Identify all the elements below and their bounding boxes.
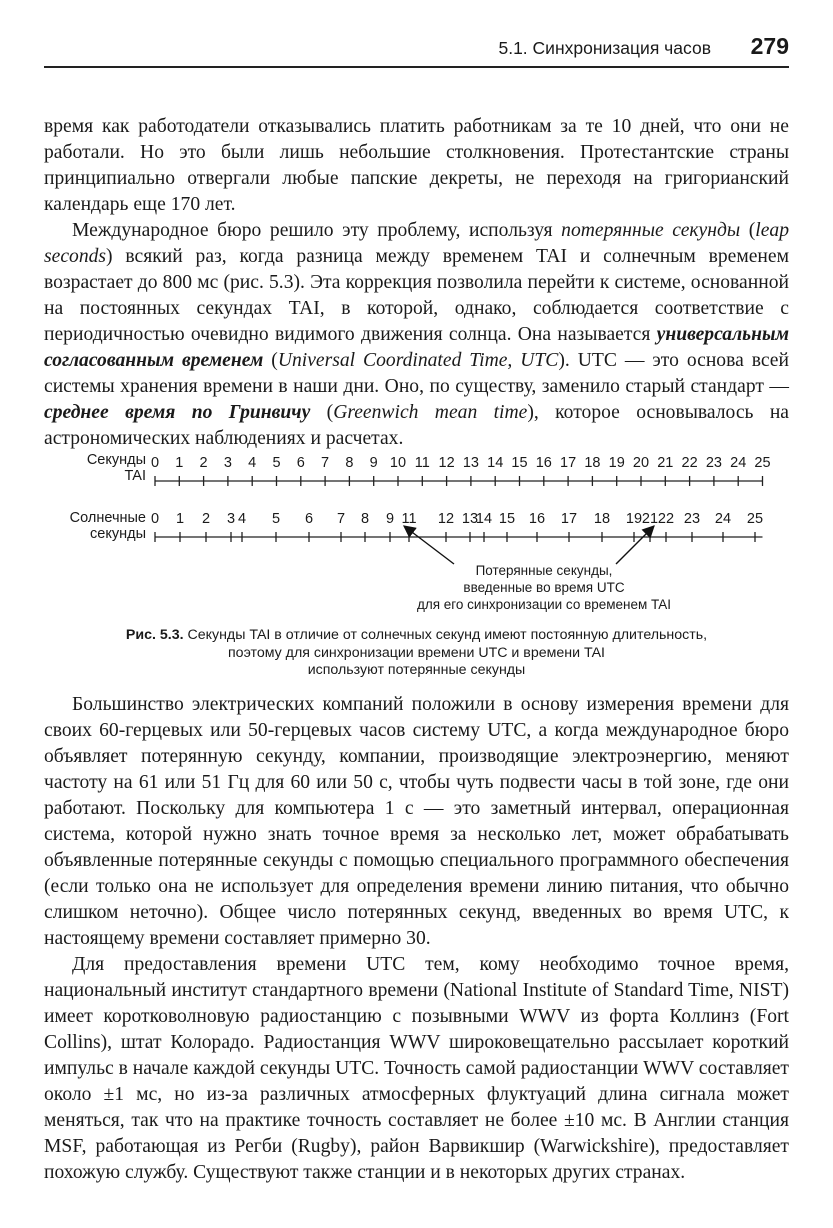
solar-label-line1: Солнечные: [69, 510, 146, 526]
tai-tick-label: 9: [369, 455, 378, 471]
term-leap-seconds-en: leap seconds: [44, 220, 789, 267]
tai-tick-label: 24: [730, 455, 747, 471]
tai-label-line1: Секунды: [86, 452, 146, 468]
arrow-to-leap-second-20: [616, 526, 654, 564]
solar-tick-label: 24: [714, 511, 732, 527]
body-text-top: [44, 114, 789, 452]
body-text-bottom: [44, 692, 789, 1186]
caption-line1: Секунды TAI в отличие от солнечных секунд имеют постоянную длительность,: [183, 627, 708, 643]
solar-tick-label: 12: [437, 511, 455, 527]
solar-tick-label: 13: [461, 511, 479, 527]
figure-5-3: [44, 438, 789, 624]
solar-tick-label: 2: [201, 511, 211, 527]
solar-tick-label: 18: [593, 511, 611, 527]
solar-tick-label: 21: [641, 511, 659, 527]
p2-text-e: ). UTC — это основа всей системы хранения времени в наши дни. Оно, по существу, заменило старый стандарт —: [44, 350, 789, 397]
solar-tick-label: 23: [683, 511, 701, 527]
solar-tick-label: 7: [336, 511, 346, 527]
solar-tick-label: 22: [657, 511, 675, 527]
solar-tick-label: 0: [150, 511, 160, 527]
p2-text-b: (: [740, 220, 756, 241]
solar-tick-label: 9: [385, 511, 395, 527]
leap-seconds-callout: [324, 562, 764, 613]
tai-tick-label: 19: [608, 455, 625, 471]
paragraph-4: Для предоставления времени UTC тем, кому необходимо точное время, национальный институт стандартного времени (National Institute of Standard Time, NIST) имеет коротковолновую радиостанцию с позывными WWV из форта Коллинз (Fort Collins), штат Колорадо. Радиостанция WWV широковещательно рассылает короткий импульс в начале каждой секунды UTC. Точность самой радиостанции WWV составляет около ±1 мс, но из-за различных атмосферных флуктуаций длина сигнала может меняться, так что на практике точность составляет не более ±10 мс. В Англии станция MSF, работающая из Регби (Rugby), район Варвикшир (Warwickshire), предоставляет похожую службу. Существуют также станции и в некоторых других странах.: [44, 954, 789, 1183]
tai-tick-label: 23: [705, 455, 722, 471]
term-gmt-en: Greenwich mean time: [333, 402, 528, 423]
solar-tick-label: 8: [360, 511, 370, 527]
tai-tick-label: 10: [389, 455, 407, 471]
tai-tick-label: 2: [199, 455, 208, 471]
callout-line2: введенные во время UTC: [463, 580, 625, 595]
callout-line3: для его синхронизации со временем TAI: [416, 597, 672, 612]
tai-tick-label: 11: [414, 455, 430, 471]
tai-tick-label: 21: [657, 455, 674, 471]
term-utc-en: Universal Coordinated Time, UTC: [277, 350, 559, 371]
tai-tick-label: 18: [584, 455, 601, 471]
tai-tick-label: 25: [754, 455, 771, 471]
running-header: [44, 30, 789, 68]
tai-tick-label: 13: [462, 455, 479, 471]
tai-tick-label: 17: [560, 455, 577, 471]
tai-tick-label: 22: [681, 455, 698, 471]
solar-tick-label: 3: [226, 511, 236, 527]
p2-text-f: (: [310, 402, 334, 423]
section-title: 5.1. Синхронизация часов: [498, 38, 711, 58]
paragraph-1: время как работодатели отказывались платить работникам за те 10 дней, что они не работали. Но это были лишь небольшие столкновения. Протестантские страны принципиально отвергали любые папские декреты, не переходя на григорианский календарь еще 170 лет.: [44, 116, 789, 215]
paragraph-3: Большинство электрических компаний положили в основу измерения времени для своих 60-герцевых или 50-герцевых часов систему UTC, а когда международное бюро объявляет потерянную секунду, компании, производящие электроэнергию, меняют частоту на 61 или 51 Гц для 60 или 50 с, чтобы чуть подвести часы в той зоне, где они работают. Поскольку для компьютера 1 с — это заметный интервал, операционная система, которой нужно знать точное время за несколько лет, может обрабатывать объявленные потерянные секунды с помощью специального программного обеспечения (если только она не использует для определения времени линию питания, что обычно слишком неточно). Общее число потерянных секунд, введенных во время UTC, к настоящему времени составляет примерно 30.: [44, 694, 789, 949]
p2-text-g: ), которое основывалось на астрономических наблюдениях и расчетах.: [44, 402, 790, 449]
solar-tick-label: 14: [475, 511, 493, 527]
p2-text-c: ) всякий раз, когда разница между временем TAI и солнечным временем возрастает до 800 мс (рис. 5.3). Эта коррекция позволила перейти к системе, основанной на постоянных секундах TAI, в которой, однако, соблюдается соответствие с периодичностью очевидно видимого движения солнца. Она называется: [44, 246, 789, 345]
tai-label-line2: TAI: [124, 468, 146, 484]
tai-tick-label: 14: [487, 455, 504, 471]
tai-tick-label: 16: [535, 455, 552, 471]
tai-tick-label: 15: [511, 455, 528, 471]
term-gmt-ru: среднее время по Гринвичу: [44, 402, 311, 423]
tai-tick-label: 3: [223, 455, 232, 471]
figure-caption: [44, 627, 789, 680]
solar-tick-label: 16: [528, 511, 546, 527]
p2-text-d: (: [263, 350, 278, 371]
caption-line2: поэтому для синхронизации времени UTC и времени TAI: [228, 644, 605, 661]
solar-tick-label: 1: [175, 511, 185, 527]
solar-tick-label: 25: [746, 511, 764, 527]
solar-tick-label: 5: [271, 511, 281, 527]
term-utc-ru: универсальным согласованным временем: [44, 324, 789, 371]
solar-label-line2: секунды: [90, 526, 146, 542]
term-leap-seconds-ru: потерянные секунды: [561, 220, 741, 241]
solar-tick-label: 6: [304, 511, 314, 527]
callout-line1: Потерянные секунды,: [475, 563, 613, 578]
arrow-to-leap-second-10: [404, 526, 454, 564]
solar-tick-label: 17: [560, 511, 578, 527]
solar-tick-label: 4: [237, 511, 247, 527]
page-number: 279: [750, 33, 789, 59]
p2-text-a: Международное бюро решило эту проблему, используя: [72, 220, 562, 241]
caption-line3: используют потерянные секунды: [307, 662, 526, 678]
tai-tick-label: 6: [296, 455, 305, 471]
tai-tick-label: 0: [150, 455, 160, 471]
caption-label: Рис. 5.3.: [125, 627, 184, 643]
paragraph-2: [44, 218, 789, 452]
tai-tick-label: 4: [248, 455, 257, 471]
tai-tick-label: 20: [632, 455, 650, 471]
tai-tick-label: 12: [438, 455, 455, 471]
solar-tick-label: 11: [401, 511, 417, 527]
solar-tick-label: 19: [625, 511, 643, 527]
tai-tick-label: 8: [345, 455, 354, 471]
tai-tick-label: 7: [321, 455, 330, 471]
solar-tick-label: 15: [498, 511, 516, 527]
tai-tick-label: 5: [272, 455, 281, 471]
tai-tick-label: 1: [175, 455, 184, 471]
